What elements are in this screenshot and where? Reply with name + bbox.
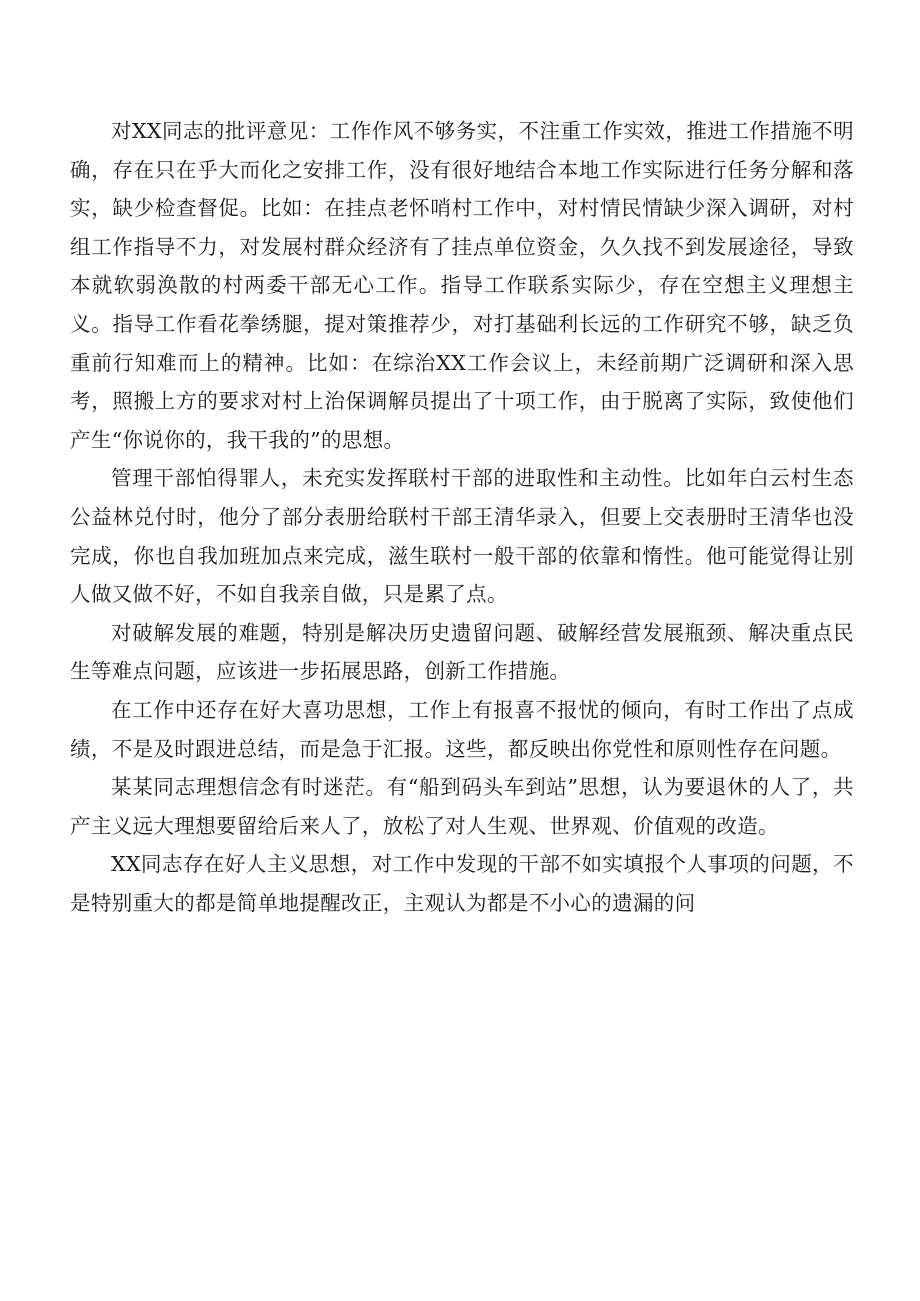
paragraph-criticism-work-style: 对XX同志的批评意见：工作作风不够务实，不注重工作实效，推进工作措施不明确，存在只在乎大而化之安排工作，没有很好地结合本地工作实际进行任务分解和落实，缺少检查督促。比如：在挂点老怀哨村工作中，对村情民情缺少深入调研，对村组工作指导不力，对发展村群众经济有了挂点单位资金，久久找不到发展途径，导致本就软弱涣散的村两委干部无心工作。指导工作联系实际少，存在空想主义理想主义。指导工作看花拳绣腿，提对策推荐少，对打基础利长远的工作研究不够，缺乏负重前行知难而上的精神。比如：在综治XX工作会议上，未经前期广泛调研和深入思考，照搬上方的要求对村上治保调解员提出了十项工作，由于脱离了实际，致使他们产生“你说你的，我干我的”的思想。	[70, 119, 854, 452]
paragraph-management-cadres: 管理干部怕得罪人，未充实发挥联村干部的进取性和主动性。比如年白云村生态公益林兑付时，他分了部分表册给联村干部王清华录入，但要上交表册时王清华也没完成，你也自我加班加点来完成，滋生联村一般干部的依靠和惰性。他可能觉得让别人做又做不好，不如自我亲自做，只是累了点。	[70, 466, 854, 607]
paragraph-development-problems: 对破解发展的难题，特别是解决历史遗留问题、破解经营发展瓶颈、解决重点民生等难点问题，应该进一步拓展思路，创新工作措施。	[70, 620, 854, 684]
document-body	[70, 112, 854, 922]
paragraph-nice-guy-mindset: XX同志存在好人主义思想，对工作中发现的干部不如实填报个人事项的问题，不是特别重大的都是简单地提醒改正，主观认为都是不小心的遗漏的问	[70, 852, 854, 915]
paragraph-boasting-mindset: 在工作中还存在好大喜功思想，工作上有报喜不报忧的倾向，有时工作出了点成绩，不是及时跟进总结，而是急于汇报。这些，都反映出你党性和原则性存在问题。	[70, 697, 854, 761]
paragraph-ideals-beliefs: 某某同志理想信念有时迷茫。有“船到码头车到站”思想，认为要退休的人了，共产主义远大理想要留给后来人了，放松了对人生观、世界观、价值观的改造。	[70, 775, 854, 838]
